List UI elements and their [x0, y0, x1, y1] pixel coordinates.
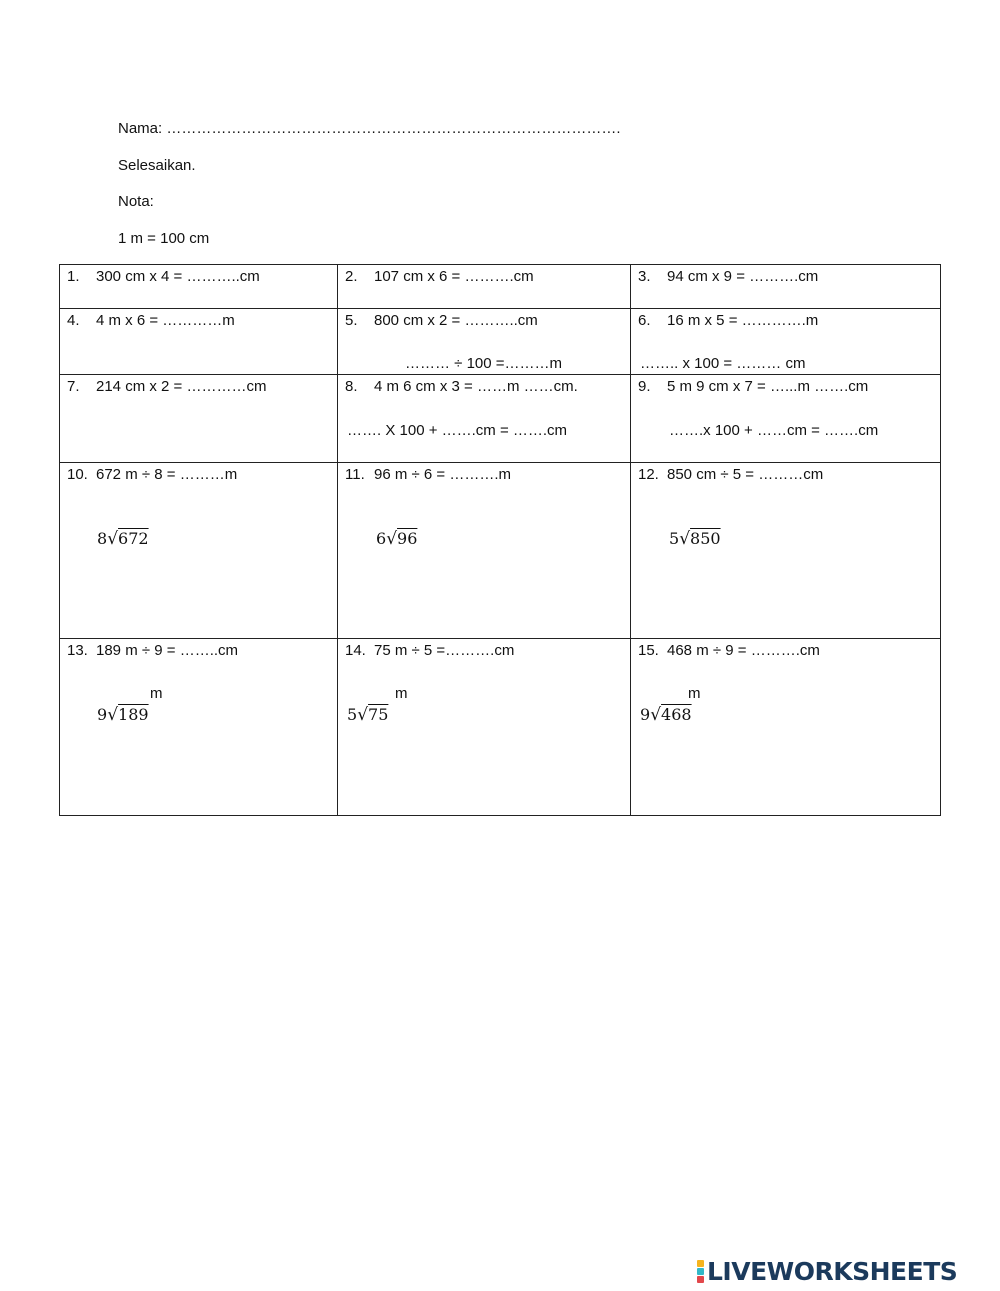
question-number: 1.: [67, 268, 80, 285]
divisor: 8: [97, 529, 108, 548]
question-cell: [338, 639, 631, 816]
question-text: 800 cm x 2 = ………..cm: [374, 312, 538, 329]
dividend: 468: [661, 705, 692, 724]
question-text: 107 cm x 6 = ……….cm: [374, 268, 534, 285]
question-cell: [338, 375, 631, 463]
question-text: 468 m ÷ 9 = ……….cm: [667, 642, 820, 659]
question-text: 4 m 6 cm x 3 = ……m ……cm.: [374, 378, 578, 395]
question-number: 13.: [67, 642, 88, 659]
question-cell: [60, 639, 338, 816]
dividend: 672: [118, 529, 149, 548]
long-division: 9√468: [640, 705, 692, 725]
quotient-unit: m: [150, 685, 163, 702]
question-text: 189 m ÷ 9 = ……..cm: [96, 642, 239, 659]
conversion-note: 1 m = 100 cm: [118, 230, 210, 247]
note-label: Nota:: [118, 193, 154, 210]
question-cell: [631, 375, 941, 463]
quotient-unit: m: [395, 685, 408, 702]
logo-block-l: [697, 1260, 704, 1267]
question-number: 4.: [67, 312, 80, 329]
question-cell: [631, 309, 941, 375]
logo-block-i: [697, 1268, 704, 1275]
question-number: 12.: [638, 466, 659, 483]
question-cell: [338, 265, 631, 309]
divisor: 9: [640, 705, 651, 724]
question-cell: [631, 463, 941, 639]
question-cell: [60, 375, 338, 463]
logo-block-v: [697, 1276, 704, 1283]
question-cell: [338, 309, 631, 375]
logo-wordmark: LIVEWORKSHEETS: [707, 1257, 958, 1286]
divisor: 6: [376, 529, 387, 548]
dividend: 189: [118, 705, 149, 724]
divisor: 5: [669, 529, 680, 548]
question-number: 14.: [345, 642, 366, 659]
question-number: 3.: [638, 268, 651, 285]
question-text: 96 m ÷ 6 = ……….m: [374, 466, 512, 483]
dividend: 850: [690, 529, 721, 548]
working-line: …….. x 100 = ……… cm: [640, 355, 806, 372]
long-division: 5√850: [669, 529, 721, 549]
divisor: 9: [97, 705, 108, 724]
question-text: 94 cm x 9 = ……….cm: [667, 268, 819, 285]
question-text: 300 cm x 4 = ………..cm: [96, 268, 260, 285]
question-cell: [631, 265, 941, 309]
question-number: 6.: [638, 312, 651, 329]
instruction-text: Selesaikan.: [118, 157, 196, 174]
question-number: 8.: [345, 378, 358, 395]
question-number: 10.: [67, 466, 88, 483]
working-line: ……. X 100 + …….cm = …….cm: [347, 422, 568, 439]
question-number: 9.: [638, 378, 651, 395]
divisor: 5: [347, 705, 358, 724]
student-name-line: Nama: ……………………………………………………………………………….: [118, 120, 621, 137]
question-text: 850 cm ÷ 5 = ………cm: [667, 466, 824, 483]
question-number: 2.: [345, 268, 358, 285]
question-cell: [60, 265, 338, 309]
quotient-unit: m: [688, 685, 701, 702]
question-number: 15.: [638, 642, 659, 659]
question-text: 5 m 9 cm x 7 = …...m …….cm: [667, 378, 869, 395]
long-division: 5√75: [347, 705, 389, 725]
question-text: 4 m x 6 = …………m: [96, 312, 235, 329]
long-division: 6√96: [376, 529, 418, 549]
question-cell: [631, 639, 941, 816]
question-cell: [60, 463, 338, 639]
working-line: …….x 100 + ……cm = …….cm: [669, 422, 879, 439]
dividend: 96: [397, 529, 418, 548]
working-line: ……… ÷ 100 =………m: [405, 355, 563, 372]
long-division: 8√672: [97, 529, 149, 549]
long-division: 9√189: [97, 705, 149, 725]
question-text: 75 m ÷ 5 =……….cm: [374, 642, 515, 659]
question-number: 7.: [67, 378, 80, 395]
question-number: 11.: [345, 466, 365, 483]
worksheet-table: [59, 264, 941, 816]
question-cell: [338, 463, 631, 639]
question-cell: [60, 309, 338, 375]
question-text: 214 cm x 2 = …………cm: [96, 378, 267, 395]
question-text: 672 m ÷ 8 = ………m: [96, 466, 238, 483]
question-number: 5.: [345, 312, 358, 329]
liveworksheets-logo: [697, 1257, 957, 1286]
dividend: 75: [368, 705, 389, 724]
logo-blocks-icon: [697, 1260, 704, 1283]
question-text: 16 m x 5 = ………….m: [667, 312, 819, 329]
